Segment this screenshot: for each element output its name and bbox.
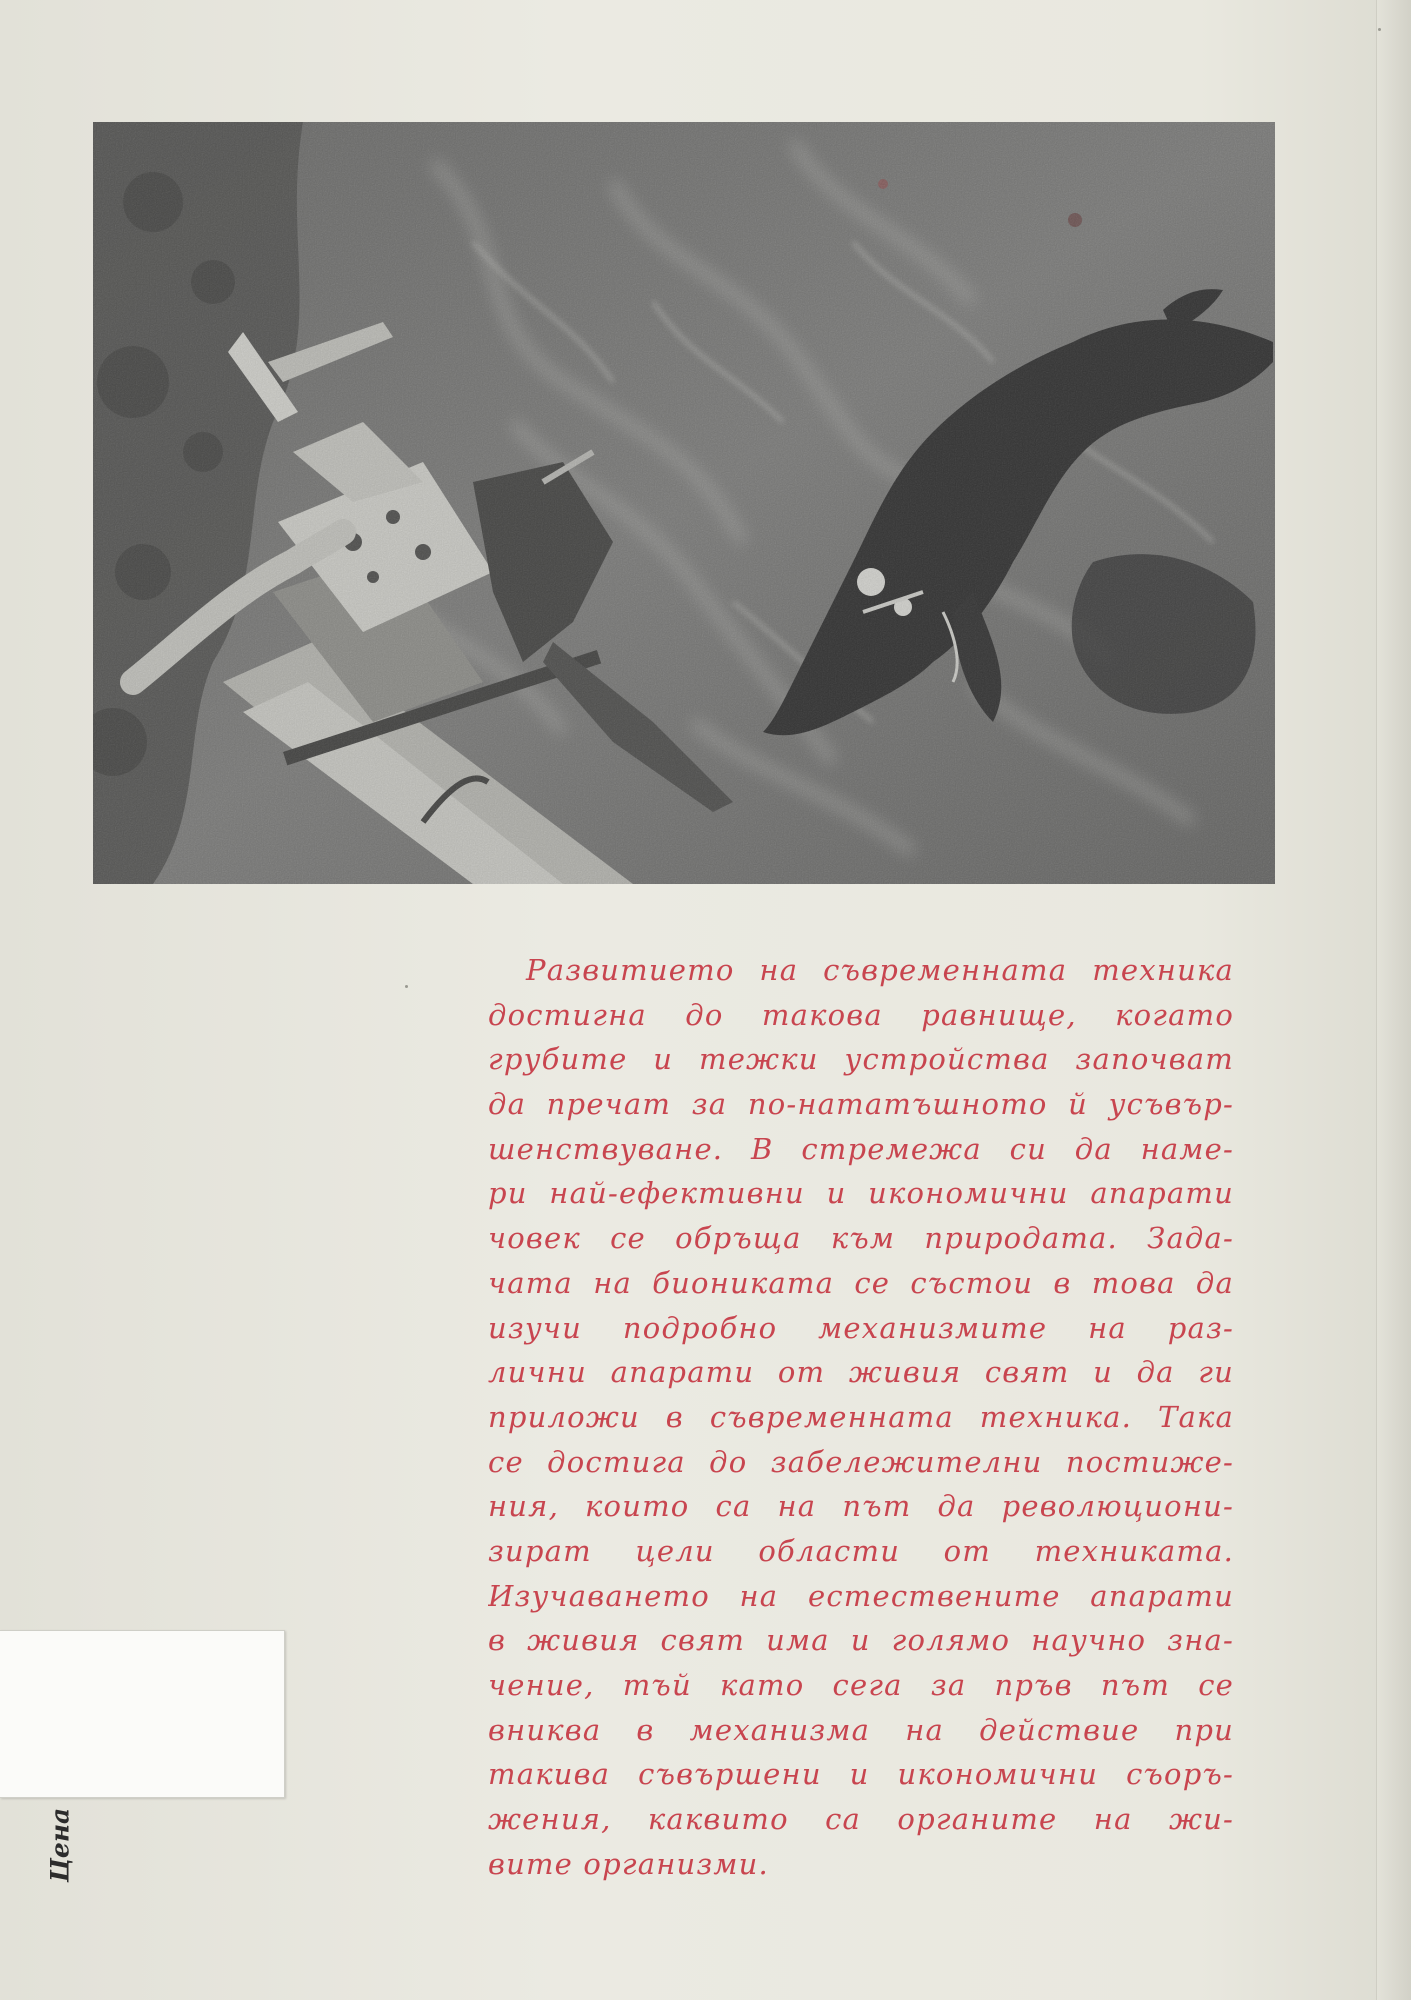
text-line: Изучаването на естествените апарати: [488, 1578, 1234, 1613]
text-line: вите организми.: [488, 1846, 769, 1881]
speck: [1378, 28, 1381, 31]
text-line: жения, каквито са органите на жи-: [488, 1802, 1234, 1837]
speck: [405, 985, 408, 988]
text-line: лични апарати от живия свят и да ги: [488, 1355, 1234, 1390]
text-line: такива съвършени и икономични съоръ-: [488, 1757, 1234, 1792]
text-line: в живия свят има и голямо научно зна-: [488, 1623, 1234, 1658]
text-line: човек се обръща към природата. Зада-: [488, 1221, 1234, 1256]
text-line: зират цели области от техниката.: [488, 1533, 1234, 1568]
cover-photo: [93, 122, 1275, 884]
text-line: изучи подробно механизмите на раз-: [488, 1310, 1234, 1345]
text-line: Развитието на съвременната техника: [526, 953, 1234, 987]
text-line: чение, тъй като сега за пръв път се: [488, 1668, 1234, 1702]
text-line: да пречат за по-нататъшното й усъвър-: [488, 1087, 1234, 1122]
text-line: грубите и тежки устройства започват: [488, 1042, 1234, 1077]
text-line: вниква в механизма на действие при: [488, 1712, 1234, 1747]
text-line: достигна до такова равнище, когато: [488, 997, 1234, 1032]
spine-edge: [1376, 0, 1411, 2000]
description-text: [488, 948, 1234, 1886]
text-line: чата на биониката се състои в това да: [488, 1265, 1234, 1300]
text-line: ния, които са на път да революциони-: [488, 1489, 1234, 1524]
text-line: се достига до забележителни постиже-: [488, 1444, 1234, 1479]
text-line: приложи в съвременната техника. Така: [488, 1399, 1234, 1434]
price-sticker: [0, 1630, 285, 1798]
text-line: шенствуване. В стремежа си да наме-: [488, 1131, 1234, 1166]
text-line: ри най-ефективни и икономични апарати: [488, 1176, 1234, 1211]
price-label: Цена: [45, 1807, 75, 1883]
underwater-dolphin-and-apparatus-photo: [93, 122, 1275, 884]
